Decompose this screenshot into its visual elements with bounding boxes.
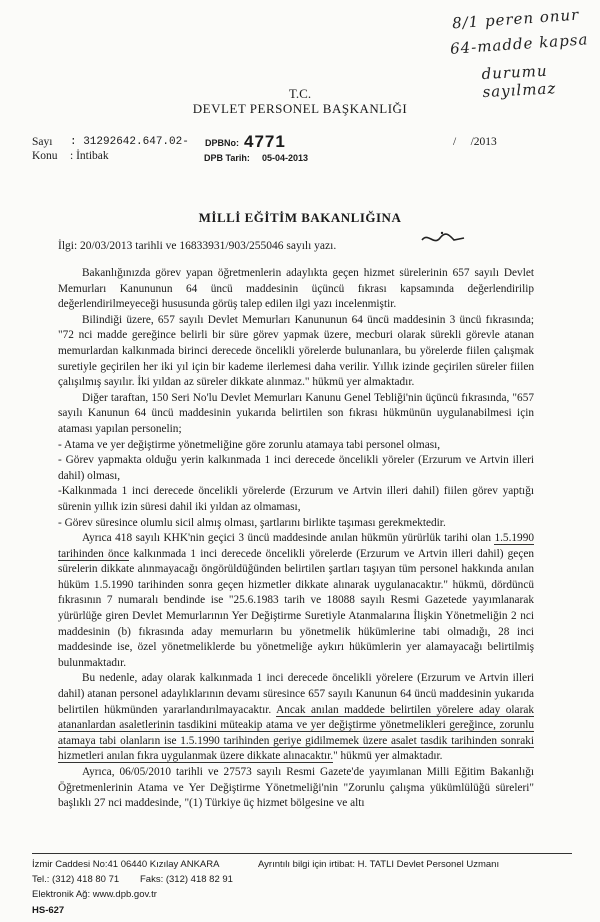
form-code: HS-627 [32,905,65,916]
underlined-date-phrase: 1.5.1990 tarihinden önce [58,532,534,560]
paragraph-2: Bilindiği üzere, 657 sayılı Devlet Memurları Kanununun 64 üncü maddesinin 3 üncü fıkrasında; "72 nci madde gereğince belirli bir süre görev yapmak üzere, mecburi olarak sürekli görevle atanan memurlardan kalkınmada birinci derecede öncelikli yörelerde bulunanlara, bu yörelerde fiilen çalışmak suretiyle geçirilen her iki yıl için bir kademe ilerlemesi daha verilir. Yıllık izinde geçirilen süreler fiilen çalışılmış sayılır. İki yıldan az süreler dikkate alınmaz." hükmü yer almaktadır. [58,313,534,389]
paragraph-6: Ayrıca, 06/05/2010 tarihli ve 27573 sayılı Resmi Gazete'de yayımlanan Milli Eğitim Bakanlığı Öğretmenlerinin Atama ve Yer Değiştirme Yönetmeliği'nin "Zorunlu çalışma yükümlülüğü süreleri" başlıklı 27 nci maddesinde, "(1) Türkiye üç hizmet bölgesine ve altı [58,766,534,810]
header-institution: DEVLET PERSONEL BAŞKANLIĞI [192,101,408,116]
underlined-provision: Ancak anılan maddede belirtilen yörelere aday olarak atananlardan asaletlerinin tasdikini müteakip atama ve yer değiştirme yönetmelikleri gereğince, zorunlu atamaya tabi olanların ise 1.5.1990 tarihinden geriye gidilmemek üzere asalet tasdik tarihinden sonraki hizmetleri anılan fıkra uygulanmak üzere dikkate alınacaktır. [58,703,534,763]
handwritten-note-line1: 8/1 peren onur [451,5,580,33]
paragraph-3: Diğer taraftan, 150 Seri No'lu Devlet Memurları Kanunu Genel Tebliği'nin üçüncü fıkrasında, "657 sayılı Kanunun 64 üncü maddesinin yukarıda belirtilen son fıkrası hükmünün uygulanabilmesi için ataması yapılan personelin; [58,391,534,435]
footer-fax: Faks: (312) 418 82 91 [140,874,233,885]
dpb-no-label: DPBNo: [205,138,239,148]
handwritten-note-line2: 64-madde kapsa [449,30,589,58]
dpb-no-value: 4771 [244,132,286,151]
paragraph-1: Bakanlığınızda görev yapan öğretmenlerin adaylıkta geçen hizmet sürelerinin 657 sayılı Devlet Memurları Kanununun 64 üncü maddesinin üçüncü fıkrası kapsamında değerlendirilip değerlendirilmeyeceği hususunda görüş talep edilen ilgi yazı incelenmiştir. [58,267,534,311]
footer-contact: Ayrıntılı bilgi için irtibat: H. TATLI Devlet Personel Uzmanı [258,859,500,870]
footer-phone: Tel.: (312) 418 80 71 [32,874,120,885]
sayi-label: Sayı [32,136,53,148]
footer-divider [32,853,572,854]
paragraph-4-rest: kalkınmada 1 inci derecede öncelikli yörelerde (Erzurum ve Artvin illeri dahil) geçen sürelerin dikkate alınmayacağı öngörüldüğünden belirtilen şartları taşıyan tüm personel hakkında anılan hüküm 1.5.1990 tarihinden sonra geçen hizmetler dikkate alınarak uygulanacaktır." hükmü, dördüncü fıkrasının 7 numaralı bendinde ise "25.6.1983 tarih ve 18088 sayılı Resmi Gazetede yayımlanarak yürürlüğe giren Devlet Memurlarının Yer Değiştirme Suretiyle Atanmalarına İlişkin Yönetmeliğin 2 nci maddesinin (b) fıkrasında aday memurların bu yönetmelik hükümlerine tabi olmadığı, 28 inci maddesinde ise, özel yönetmeliklerde bu yönetmeliğe aykırı hükümlerin yer alamayacağı belirtilmiş bulunmaktadır. [58,547,534,669]
sayi-value: : 31292642.647.02- [70,136,189,148]
header-tc: T.C. [288,86,312,101]
ilgi-reference: İlgi: 20/03/2013 tarihli ve 16833931/903/255046 sayılı yazı. [58,240,337,252]
bullet-4: - Görev süresince olumlu sicil almış olması, şartlarını birlikte taşıması gerekmektedir. [58,516,446,529]
footer-address: İzmir Caddesi No:41 06440 Kızılay ANKARA [32,859,220,870]
addressee: MİLLİ EĞİTİM BAKANLIĞINA [198,210,402,225]
letter-body [58,266,534,812]
paragraph-5 [58,671,534,765]
dpb-tarih-label: DPB Tarih: [204,153,250,163]
paragraph-5-start: Bu nedenle, aday olarak kalkınmada 1 inci derecede öncelikli yörelere (Erzurum ve Artvin illeri dahil) atanan personel adaylıklarının devamı süresince 657 sayılı Kanunun 64 üncü maddesinin yukarıda belirtilen hükmünden yararlandırılmayacaktır. [58,672,534,716]
paragraph-4 [58,531,534,671]
paragraph-4-start: Ayrıca 418 sayılı KHK'nin geçici 3 üncü maddesinde anılan hükmün yürürlük tarihi olan [82,532,495,545]
bullet-2: - Görev yapmakta olduğu yerin kalkınmada 1 inci derecede öncelikli yöreler (Erzurum ve Artvin illeri dahil) olması, [58,454,534,482]
bullet-1: - Atama ve yer değiştirme yönetmeliğine göre zorunlu atamaya tabi personel olması, [58,438,441,451]
konu-label: Konu [32,150,58,162]
dpb-tarih-value: 05-04-2013 [262,153,309,163]
handwritten-note-line3: durumu sayılmaz [481,61,557,102]
bullet-3: -Kalkınmada 1 inci derecede öncelikli yörelerde (Erzurum ve Artvin illeri dahil) fiilen görev yaptığı sürenin yıllık izin süresi dahil iki yıldan az olmaması, [58,485,534,513]
paragraph-5-end: " hükmü yer almaktadır. [333,750,443,763]
handwritten-check-mark [420,228,466,250]
konu-value: : İntibak [70,150,109,162]
document-date: / /2013 [453,136,497,148]
footer-email: Elektronik Ağ: www.dpb.gov.tr [32,889,157,900]
